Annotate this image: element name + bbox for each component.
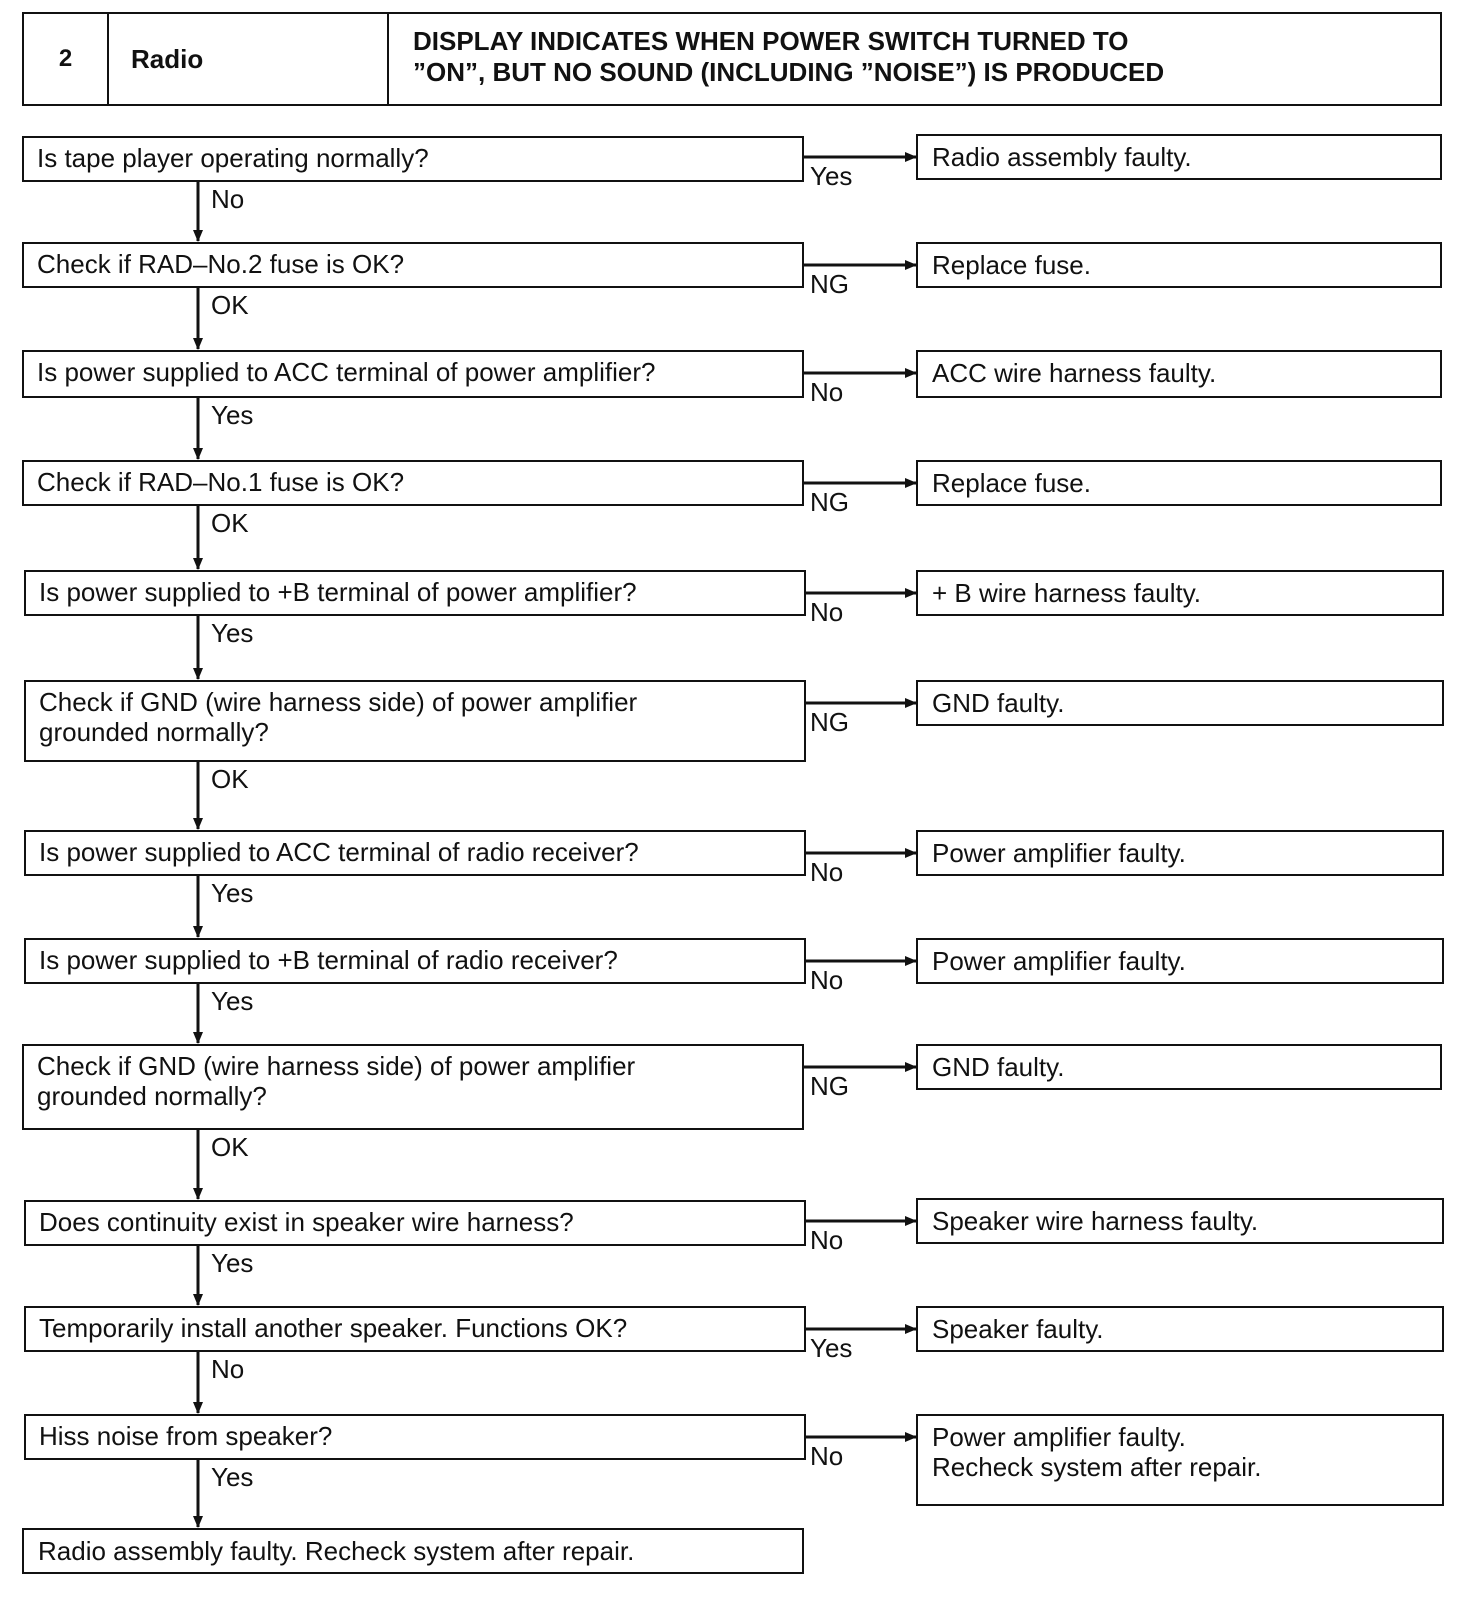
result-box-12 [916,1414,1444,1506]
header-symptom-line-1: DISPLAY INDICATES WHEN POWER SWITCH TURNED TO [413,26,1129,56]
result-box-11-line-1: Speaker faulty. [932,1314,1104,1344]
question-box-5-line-1: Is power supplied to +B terminal of power amplifier? [39,577,637,607]
result-box-9-line-1: GND faulty. [932,1052,1065,1082]
result-box-1 [916,134,1442,180]
question-box-4-line-1: Check if RAD–No.1 fuse is OK? [37,467,405,497]
result-box-10-line-1: Speaker wire harness faulty. [932,1206,1259,1236]
result-box-2-line-1: Replace fuse. [932,250,1091,280]
result-box-9 [916,1044,1442,1090]
branch-label-6: NG [810,707,849,737]
continue-label-1: No [211,184,245,214]
branch-label-4: NG [810,487,849,517]
question-box-3 [22,350,804,398]
continue-label-11: No [211,1354,245,1384]
continue-label-3: Yes [211,400,254,430]
result-box-3-line-1: ACC wire harness faulty. [932,358,1217,388]
result-box-2 [916,242,1442,288]
branch-label-1: Yes [810,161,853,191]
question-box-2 [22,242,804,288]
result-box-4 [916,460,1442,506]
question-box-12 [24,1414,806,1460]
question-box-4 [22,460,804,506]
branch-label-8: No [810,965,844,995]
branch-label-2: NG [810,269,849,299]
branch-label-3: No [810,377,844,407]
continue-label-8: Yes [211,986,254,1016]
result-box-1-line-1: Radio assembly faulty. [932,142,1192,172]
question-box-1 [22,136,804,182]
final-result-box [22,1528,804,1574]
result-box-4-line-1: Replace fuse. [932,468,1091,498]
question-box-5 [24,570,806,616]
question-box-10 [24,1200,806,1246]
question-box-12-line-1: Hiss noise from speaker? [39,1421,333,1451]
question-box-3-line-1: Is power supplied to ACC terminal of power amplifier? [37,357,656,387]
continue-label-12: Yes [211,1462,254,1492]
question-box-6-line-1: Check if GND (wire harness side) of power amplifier [39,687,638,717]
question-box-9 [22,1044,804,1130]
result-box-5-line-1: + B wire harness faulty. [932,578,1202,608]
result-box-3 [916,350,1442,398]
result-box-12-line-1: Power amplifier faulty. [932,1422,1186,1452]
question-box-2-line-1: Check if RAD–No.2 fuse is OK? [37,249,405,279]
question-box-1-line-1: Is tape player operating normally? [37,143,429,173]
continue-label-4: OK [211,508,249,538]
result-box-12-line-2: Recheck system after repair. [932,1452,1262,1482]
question-box-10-line-1: Does continuity exist in speaker wire harness? [39,1207,574,1237]
branch-label-11: Yes [810,1333,853,1363]
question-box-8-line-1: Is power supplied to +B terminal of radio receiver? [39,945,618,975]
continue-label-9: OK [211,1132,249,1162]
header-symptom-line-2: ”ON”, BUT NO SOUND (INCLUDING ”NOISE”) IS PRODUCED [413,57,1165,87]
result-box-6 [916,680,1444,726]
final-result-text: Radio assembly faulty. Recheck system after repair. [38,1536,635,1566]
question-box-6 [24,680,806,762]
question-box-11-line-1: Temporarily install another speaker. Functions OK? [39,1313,628,1343]
result-box-11 [916,1306,1444,1352]
question-box-7-line-1: Is power supplied to ACC terminal of radio receiver? [39,837,639,867]
question-box-11 [24,1306,806,1352]
result-box-8 [916,938,1444,984]
question-box-8 [24,938,806,984]
result-box-7 [916,830,1444,876]
branch-label-5: No [810,597,844,627]
continue-label-7: Yes [211,878,254,908]
question-box-9-line-1: Check if GND (wire harness side) of power amplifier [37,1051,636,1081]
result-box-6-line-1: GND faulty. [932,688,1065,718]
result-box-5 [916,570,1444,616]
header-system: Radio [109,14,389,104]
branch-label-9: NG [810,1071,849,1101]
question-box-9-line-2: grounded normally? [37,1081,267,1111]
branch-label-12: No [810,1441,844,1471]
branch-label-7: No [810,857,844,887]
branch-label-10: No [810,1225,844,1255]
continue-label-6: OK [211,764,249,794]
question-box-7 [24,830,806,876]
result-box-8-line-1: Power amplifier faulty. [932,946,1186,976]
result-box-7-line-1: Power amplifier faulty. [932,838,1186,868]
continue-label-5: Yes [211,618,254,648]
header-number: 2 [24,14,109,104]
question-box-6-line-2: grounded normally? [39,717,269,747]
continue-label-10: Yes [211,1248,254,1278]
result-box-10 [916,1198,1444,1244]
continue-label-2: OK [211,290,249,320]
